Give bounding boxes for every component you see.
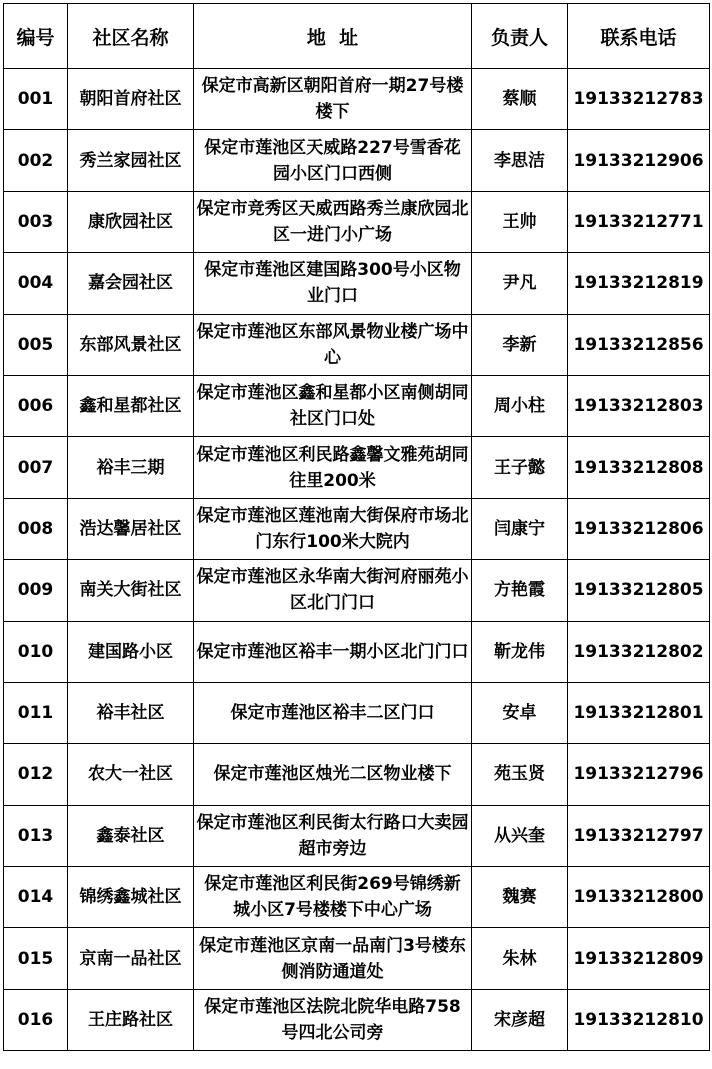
cell-id: 015 — [4, 928, 68, 989]
cell-phone: 19133212802 — [568, 621, 710, 682]
cell-community-name: 康欣园社区 — [68, 191, 194, 252]
cell-address: 保定市莲池区莲池南大街保府市场北门东行100米大院内 — [194, 498, 472, 559]
cell-person: 尹凡 — [472, 253, 568, 314]
table-row — [4, 744, 710, 805]
cell-address: 保定市莲池区天威路227号雪香花园小区门口西侧 — [194, 130, 472, 191]
cell-address: 保定市莲池区东部风景物业楼广场中心 — [194, 314, 472, 375]
cell-id: 010 — [4, 621, 68, 682]
cell-address: 保定市莲池区法院北院华电路758号四北公司旁 — [194, 989, 472, 1050]
cell-id: 012 — [4, 744, 68, 805]
cell-community-name: 建国路小区 — [68, 621, 194, 682]
cell-community-name: 农大一社区 — [68, 744, 194, 805]
table-row — [4, 191, 710, 252]
table-row — [4, 621, 710, 682]
cell-community-name: 秀兰家园社区 — [68, 130, 194, 191]
header-address: 地 址 — [194, 4, 472, 69]
cell-community-name: 东部风景社区 — [68, 314, 194, 375]
cell-person: 周小柱 — [472, 375, 568, 436]
cell-id: 009 — [4, 560, 68, 621]
cell-person: 宋彦超 — [472, 989, 568, 1050]
cell-address: 保定市莲池区裕丰二区门口 — [194, 682, 472, 743]
cell-community-name: 锦绣鑫城社区 — [68, 867, 194, 928]
cell-phone: 19133212906 — [568, 130, 710, 191]
cell-id: 016 — [4, 989, 68, 1050]
cell-address: 保定市莲池区利民街269号锦绣新城小区7号楼楼下中心广场 — [194, 867, 472, 928]
cell-community-name: 嘉会园社区 — [68, 253, 194, 314]
cell-phone: 19133212801 — [568, 682, 710, 743]
cell-person: 蔡顺 — [472, 69, 568, 130]
cell-address: 保定市莲池区建国路300号小区物业门口 — [194, 253, 472, 314]
table-row — [4, 867, 710, 928]
header-id: 编号 — [4, 4, 68, 69]
cell-person: 魏赛 — [472, 867, 568, 928]
cell-phone: 19133212805 — [568, 560, 710, 621]
cell-community-name: 朝阳首府社区 — [68, 69, 194, 130]
table-row — [4, 314, 710, 375]
cell-person: 闫康宁 — [472, 498, 568, 559]
table-row — [4, 498, 710, 559]
cell-address: 保定市莲池区利民路鑫馨文雅苑胡同往里200米 — [194, 437, 472, 498]
cell-person: 李新 — [472, 314, 568, 375]
cell-phone: 19133212771 — [568, 191, 710, 252]
cell-phone: 19133212797 — [568, 805, 710, 866]
table-row — [4, 682, 710, 743]
table-row — [4, 560, 710, 621]
cell-id: 006 — [4, 375, 68, 436]
cell-phone: 19133212803 — [568, 375, 710, 436]
cell-id: 002 — [4, 130, 68, 191]
header-row — [4, 4, 710, 69]
cell-phone: 19133212783 — [568, 69, 710, 130]
table-row — [4, 437, 710, 498]
cell-address: 保定市竞秀区天威西路秀兰康欣园北区一进门小广场 — [194, 191, 472, 252]
table-row — [4, 253, 710, 314]
cell-person: 靳龙伟 — [472, 621, 568, 682]
cell-phone: 19133212806 — [568, 498, 710, 559]
cell-person: 朱林 — [472, 928, 568, 989]
cell-id: 008 — [4, 498, 68, 559]
cell-community-name: 王庄路社区 — [68, 989, 194, 1050]
table-row — [4, 130, 710, 191]
cell-address: 保定市高新区朝阳首府一期27号楼楼下 — [194, 69, 472, 130]
cell-community-name: 裕丰三期 — [68, 437, 194, 498]
cell-id: 011 — [4, 682, 68, 743]
table-row — [4, 928, 710, 989]
cell-phone: 19133212819 — [568, 253, 710, 314]
cell-address: 保定市莲池区京南一品南门3号楼东侧消防通道处 — [194, 928, 472, 989]
cell-phone: 19133212856 — [568, 314, 710, 375]
cell-address: 保定市莲池区利民街太行路口大卖园超市旁边 — [194, 805, 472, 866]
cell-phone: 19133212800 — [568, 867, 710, 928]
cell-community-name: 京南一品社区 — [68, 928, 194, 989]
cell-id: 005 — [4, 314, 68, 375]
cell-phone: 19133212810 — [568, 989, 710, 1050]
cell-address: 保定市莲池区鑫和星都小区南侧胡同社区门口处 — [194, 375, 472, 436]
cell-community-name: 浩达馨居社区 — [68, 498, 194, 559]
cell-community-name: 裕丰社区 — [68, 682, 194, 743]
table-row — [4, 805, 710, 866]
cell-person: 王帅 — [472, 191, 568, 252]
cell-id: 007 — [4, 437, 68, 498]
cell-person: 方艳霞 — [472, 560, 568, 621]
cell-address: 保定市莲池区裕丰一期小区北门门口 — [194, 621, 472, 682]
cell-phone: 19133212808 — [568, 437, 710, 498]
table-row — [4, 69, 710, 130]
cell-person: 李思洁 — [472, 130, 568, 191]
cell-community-name: 南关大街社区 — [68, 560, 194, 621]
cell-id: 003 — [4, 191, 68, 252]
cell-id: 013 — [4, 805, 68, 866]
community-contact-table — [3, 3, 710, 1051]
cell-address: 保定市莲池区永华南大街河府丽苑小区北门门口 — [194, 560, 472, 621]
cell-community-name: 鑫和星都社区 — [68, 375, 194, 436]
table-row — [4, 989, 710, 1050]
cell-id: 004 — [4, 253, 68, 314]
cell-person: 安卓 — [472, 682, 568, 743]
cell-address: 保定市莲池区烛光二区物业楼下 — [194, 744, 472, 805]
cell-person: 王子懿 — [472, 437, 568, 498]
cell-person: 苑玉贤 — [472, 744, 568, 805]
cell-community-name: 鑫泰社区 — [68, 805, 194, 866]
header-phone: 联系电话 — [568, 4, 710, 69]
header-person: 负责人 — [472, 4, 568, 69]
table-row — [4, 375, 710, 436]
cell-person: 从兴奎 — [472, 805, 568, 866]
cell-id: 001 — [4, 69, 68, 130]
header-community-name: 社区名称 — [68, 4, 194, 69]
cell-id: 014 — [4, 867, 68, 928]
cell-phone: 19133212809 — [568, 928, 710, 989]
cell-phone: 19133212796 — [568, 744, 710, 805]
